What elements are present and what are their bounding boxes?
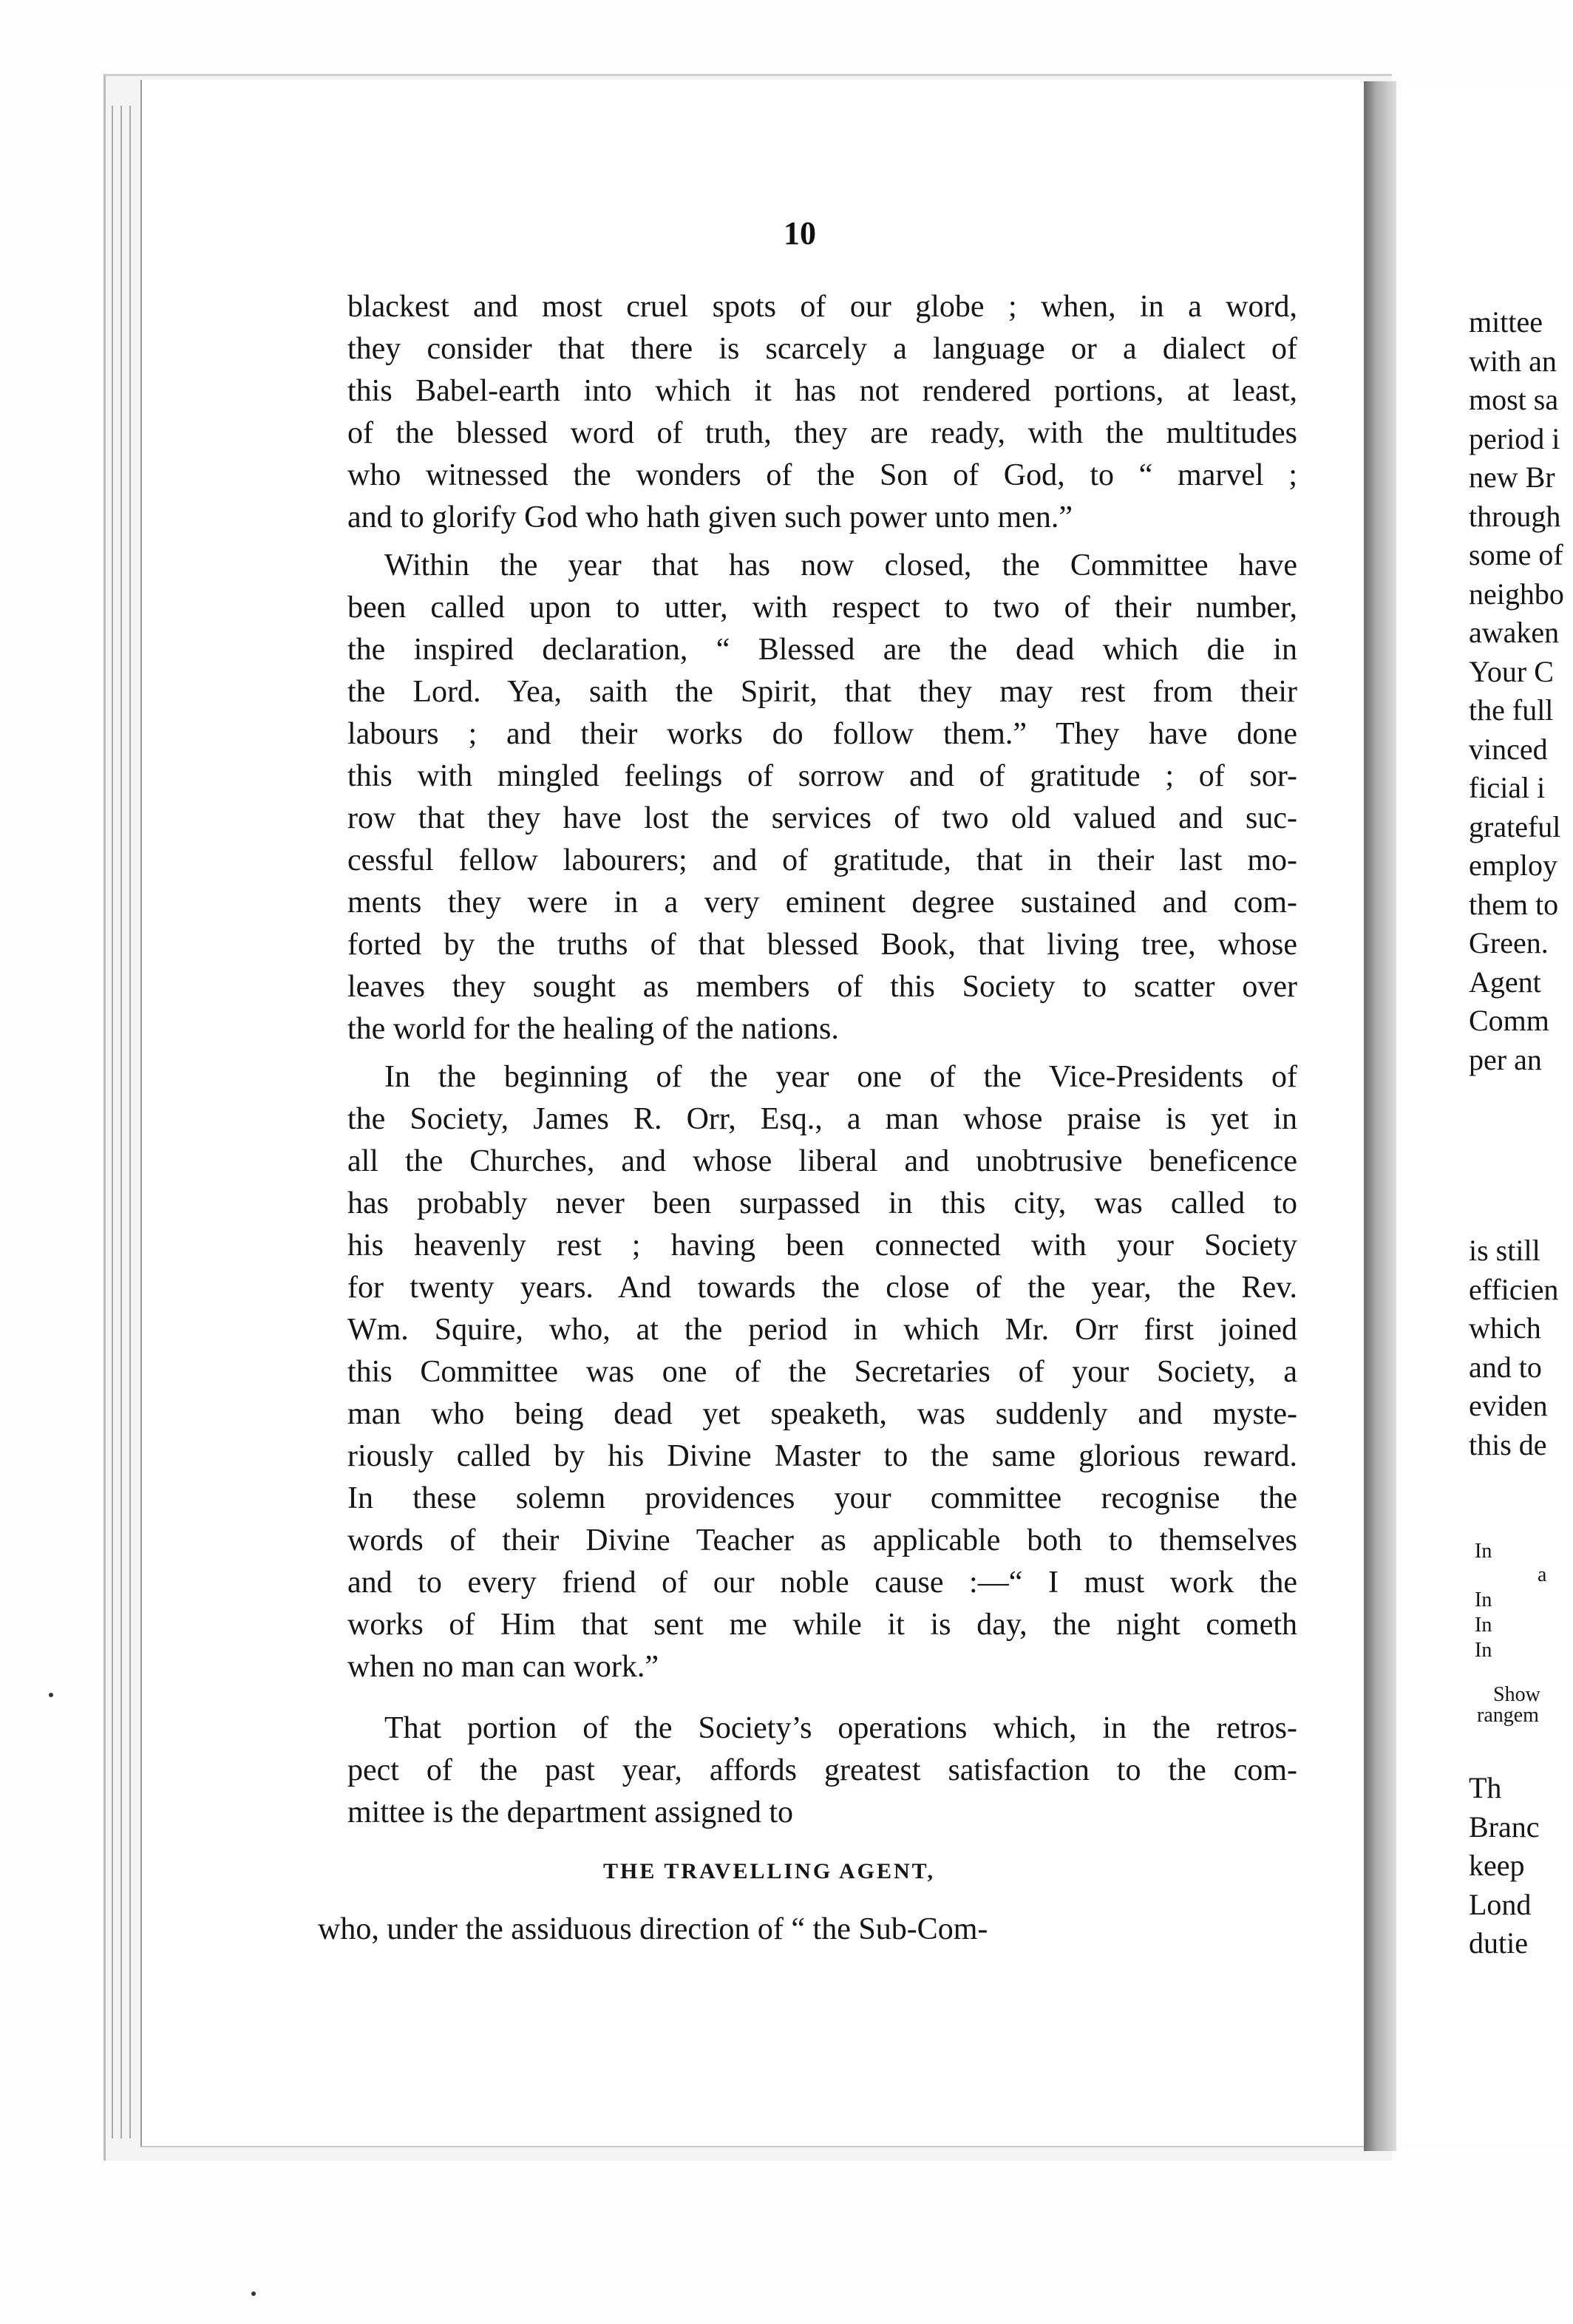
body-text-line: leaves they sought as members of this Society to scatter over	[347, 970, 1297, 1004]
scan-speck	[251, 2291, 256, 2296]
right-page-line: vinced	[1469, 732, 1548, 766]
body-text-line: blackest and most cruel spots of our globe ; when, in a word,	[347, 290, 1297, 324]
body-text-line: of the blessed word of truth, they are ready, with the multitudes	[347, 416, 1297, 450]
right-page-line: Comm	[1469, 1004, 1549, 1037]
body-text-line: In the beginning of the year one of the Vice-Presidents of	[384, 1060, 1297, 1094]
body-text-line: row that they have lost the services of two old valued and suc-	[347, 801, 1297, 835]
body-text-line: they consider that there is scarcely a language or a dialect of	[347, 332, 1297, 366]
right-page-line: Th	[1469, 1771, 1502, 1804]
body-text-line: this with mingled feelings of sorrow and of gratitude ; of sor-	[347, 759, 1297, 793]
right-page-line: period i	[1469, 421, 1560, 455]
right-page-table-fragment: rangem	[1477, 1704, 1539, 1727]
right-page-line: this de	[1469, 1427, 1547, 1461]
body-text-line: been called upon to utter, with respect to two of their number,	[347, 591, 1297, 625]
body-text-line: has probably never been surpassed in this city, was called to	[347, 1186, 1297, 1220]
right-page-line: keep	[1469, 1849, 1525, 1882]
right-page-line: is still	[1469, 1234, 1540, 1267]
right-page-line: with an	[1469, 344, 1557, 378]
right-page-line: Branc	[1469, 1810, 1540, 1844]
right-page-line: eviden	[1469, 1389, 1548, 1422]
right-page-line: ficial i	[1469, 771, 1546, 804]
right-page-line: new Br	[1469, 461, 1555, 494]
right-page-table-fragment: In	[1475, 1589, 1492, 1611]
body-text-line: man who being dead yet speaketh, was suddenly and myste-	[347, 1397, 1297, 1431]
body-text-line: the Society, James R. Orr, Esq., a man whose praise is yet in	[347, 1102, 1297, 1136]
right-page-table-fragment: Show	[1493, 1683, 1540, 1706]
body-text-line: when no man can work.”	[347, 1650, 659, 1684]
right-page-line: dutie	[1469, 1926, 1528, 1960]
body-text-line: and to glorify God who hath given such power unto men.”	[347, 500, 1073, 534]
right-page-line: through	[1469, 499, 1561, 533]
body-text-line: In these solemn providences your committee recognise the	[347, 1481, 1297, 1515]
body-text-line: works of Him that sent me while it is day, the night cometh	[347, 1608, 1297, 1642]
section-heading: THE TRAVELLING AGENT,	[603, 1859, 935, 1883]
right-page-line: Agent	[1469, 965, 1541, 999]
right-page-line: which	[1469, 1311, 1541, 1345]
body-text-line: the inspired declaration, “ Blessed are the dead which die in	[347, 633, 1297, 667]
body-text-line: pect of the past year, affords greatest satisfaction to the com-	[347, 1753, 1297, 1787]
page-number: 10	[784, 215, 816, 251]
body-text-line: Wm. Squire, who, at the period in which Mr. Orr first joined	[347, 1313, 1297, 1347]
right-page-line: most sa	[1469, 383, 1559, 416]
right-page-line: per an	[1469, 1042, 1542, 1076]
body-text-line: That portion of the Society’s operations which, in the retros-	[384, 1711, 1297, 1745]
right-page-line: awaken	[1469, 616, 1560, 649]
right-page-table-fragment: In	[1475, 1614, 1492, 1637]
scan-speck	[49, 1693, 53, 1697]
body-text-line: and to every friend of our noble cause :—“ I must work the	[347, 1566, 1297, 1600]
body-text-line: ments they were in a very eminent degree sustained and com-	[347, 886, 1297, 920]
right-page-line: mittee	[1469, 305, 1543, 339]
right-page-line: and to	[1469, 1350, 1542, 1384]
right-page-line: Lond	[1469, 1887, 1532, 1921]
last-body-line: who, under the assiduous direction of “ the Sub-Com-	[318, 1912, 988, 1946]
right-page-table-fragment: In	[1475, 1540, 1492, 1563]
body-text-line: forted by the truths of that blessed Book, that living tree, whose	[347, 928, 1297, 962]
body-text-line: the Lord. Yea, saith the Spirit, that they may rest from their	[347, 675, 1297, 709]
body-text-line: who witnessed the wonders of the Son of God, to “ marvel ;	[347, 458, 1297, 492]
body-text-line: all the Churches, and whose liberal and unobtrusive beneficence	[347, 1144, 1297, 1178]
right-page-line: grateful	[1469, 809, 1561, 843]
body-text-line: for twenty years. And towards the close of the year, the Rev.	[347, 1271, 1297, 1305]
body-text-line: labours ; and their works do follow them.” They have done	[347, 717, 1297, 751]
body-text-line: his heavenly rest ; having been connected with your Society	[347, 1229, 1297, 1263]
body-text-line: Within the year that has now closed, the Committee have	[384, 548, 1297, 582]
body-text-line: words of their Divine Teacher as applicable both to themselves	[347, 1523, 1297, 1557]
right-page-table-fragment: In	[1475, 1639, 1492, 1662]
body-text-line: cessful fellow labourers; and of gratitude, that in their last mo-	[347, 843, 1297, 877]
body-text-line: this Committee was one of the Secretaries of your Society, a	[347, 1355, 1297, 1389]
right-page-line: neighbo	[1469, 577, 1564, 611]
body-text-line: mittee is the department assigned to	[347, 1795, 794, 1829]
right-page-line: Your C	[1469, 654, 1554, 688]
right-page-line: efficien	[1469, 1272, 1559, 1306]
body-text-line: the world for the healing of the nations.	[347, 1012, 839, 1046]
right-page-line: Green.	[1469, 926, 1549, 959]
right-page-line: the full	[1469, 693, 1554, 727]
right-page-line: them to	[1469, 887, 1559, 921]
body-text-line: this Babel-earth into which it has not rendered portions, at least,	[347, 374, 1297, 408]
right-page-table-fragment: a	[1538, 1563, 1547, 1586]
right-page-line: some of	[1469, 538, 1563, 571]
book-gutter	[1364, 81, 1396, 2151]
right-page-line: employ	[1469, 849, 1557, 882]
body-text-line: riously called by his Divine Master to the same glorious reward.	[347, 1439, 1297, 1473]
